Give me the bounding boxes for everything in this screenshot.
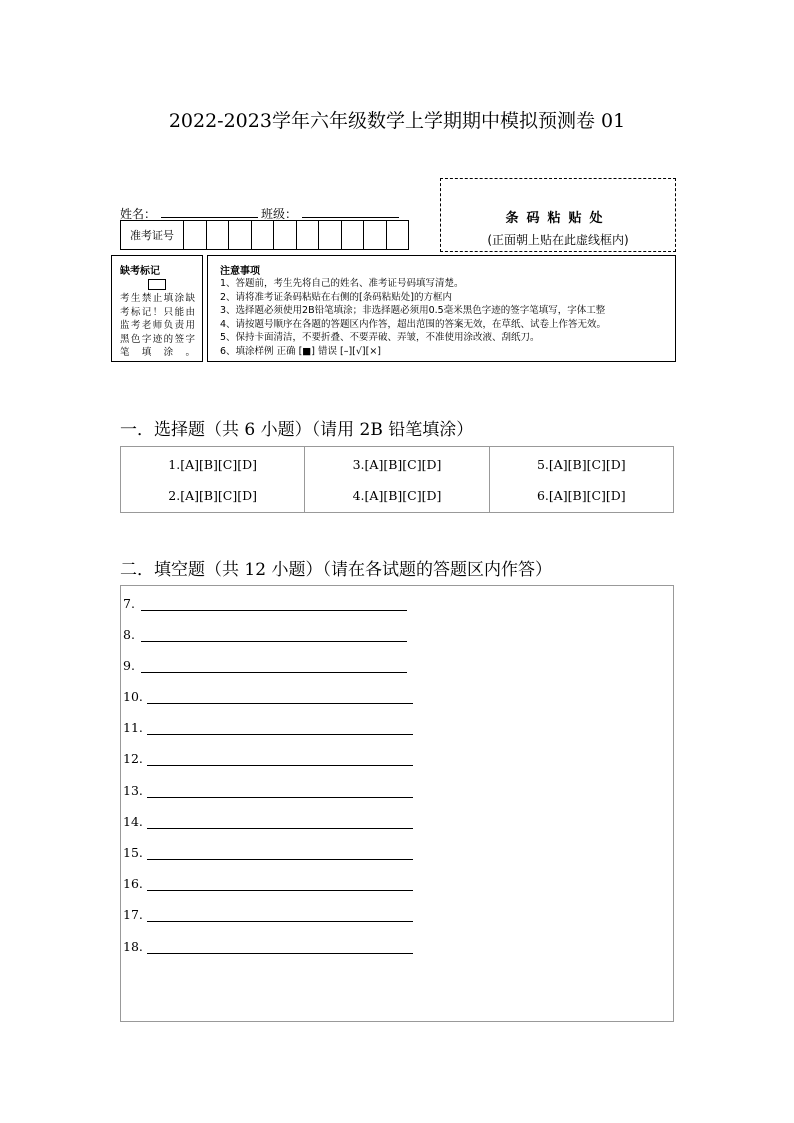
fill-row	[123, 720, 413, 735]
notice-item: 5、保持卡面清洁，不要折叠、不要弄破、弄皱，不准使用涂改液、刮纸刀。	[220, 332, 540, 343]
notice-box	[207, 255, 676, 362]
answer-line[interactable]	[147, 814, 413, 829]
ticket-digit-cell[interactable]	[274, 221, 297, 249]
question-number: 16.	[123, 876, 143, 891]
choice-question[interactable]: 4.[A][B][C][D]	[352, 487, 442, 503]
barcode-title: 条码粘贴处	[505, 211, 611, 226]
choice-question[interactable]: 2.[A][B][C][D]	[168, 487, 258, 503]
question-number: 8.	[123, 627, 135, 642]
fill-row	[123, 814, 413, 829]
missing-mark-checkbox[interactable]	[148, 279, 166, 290]
answer-line[interactable]	[147, 939, 413, 954]
name-field[interactable]	[161, 204, 258, 218]
fill-row	[123, 596, 407, 611]
ticket-digit-cell[interactable]	[342, 221, 365, 249]
barcode-note: (正面朝上贴在此虚线框内)	[487, 233, 629, 247]
question-number: 15.	[123, 845, 143, 860]
question-number: 11.	[123, 720, 143, 735]
question-number: 9.	[123, 658, 135, 673]
name-label: 姓名：	[120, 207, 157, 221]
notice-title: 注意事项	[220, 266, 260, 277]
fill-row	[123, 939, 413, 954]
question-number: 10.	[123, 689, 143, 704]
choice-column	[490, 447, 673, 512]
class-label: 班级：	[261, 207, 298, 221]
section-heading-choice: 一．选择题（共 6 小题）（请用 2B 铅笔填涂）	[120, 420, 474, 440]
answer-line[interactable]	[147, 845, 413, 860]
section-heading-fill: 二．填空题（共 12 小题）（请在各试题的答题区内作答）	[120, 560, 552, 580]
answer-line[interactable]	[147, 907, 413, 922]
ticket-digit-cell[interactable]	[229, 221, 252, 249]
choice-column	[121, 447, 305, 512]
barcode-area	[440, 178, 676, 252]
fill-answer-area	[120, 585, 674, 1022]
ticket-digit-cell[interactable]	[364, 221, 387, 249]
question-number: 13.	[123, 783, 143, 798]
fill-row	[123, 658, 407, 673]
answer-line[interactable]	[147, 876, 413, 891]
notice-item: 1、答题前，考生先将自己的姓名、准考证号码填写清楚。	[220, 278, 464, 289]
ticket-digit-cell[interactable]	[297, 221, 320, 249]
fill-row	[123, 783, 413, 798]
answer-line[interactable]	[141, 658, 407, 673]
choice-question[interactable]: 1.[A][B][C][D]	[168, 456, 258, 472]
fill-row	[123, 907, 413, 922]
question-number: 12.	[123, 751, 143, 766]
fill-row	[123, 876, 413, 891]
answer-line[interactable]	[147, 783, 413, 798]
notice-item: 6、填涂样例 正确 [■] 错误 [–][√][×]	[220, 345, 382, 357]
choice-column	[305, 447, 489, 512]
notice-item: 4、请按题号顺序在各题的答题区内作答，超出范围的答案无效，在草纸、试卷上作答无效。	[220, 318, 607, 330]
fill-row	[123, 845, 413, 860]
fill-row	[123, 627, 407, 642]
choice-question[interactable]: 3.[A][B][C][D]	[352, 456, 442, 472]
question-number: 14.	[123, 814, 143, 829]
ticket-digit-cell[interactable]	[252, 221, 275, 249]
missing-mark-title: 缺考标记	[120, 266, 160, 277]
missing-exam-mark-box	[111, 255, 203, 362]
ticket-digit-cell[interactable]	[319, 221, 342, 249]
choice-answer-table	[120, 446, 674, 513]
question-number: 18.	[123, 939, 143, 954]
page-title: 2022-2023学年六年级数学上学期期中模拟预测卷 01	[168, 110, 626, 132]
question-number: 17.	[123, 907, 143, 922]
fill-row	[123, 689, 413, 704]
answer-line[interactable]	[141, 596, 407, 611]
notice-item: 2、请将准考证条码粘贴在右侧的[条码粘贴处]的方框内	[220, 291, 452, 303]
ticket-digit-cell[interactable]	[387, 221, 409, 249]
question-number: 7.	[123, 596, 135, 611]
notice-item: 3、选择题必须使用2B铅笔填涂；非选择题必须用0.5毫米黑色字迹的签字笔填写，字体工整	[220, 305, 606, 316]
fill-row	[123, 751, 413, 766]
answer-line[interactable]	[147, 720, 413, 735]
choice-question[interactable]: 6.[A][B][C][D]	[536, 487, 626, 503]
ticket-digit-cell[interactable]	[184, 221, 207, 249]
answer-line[interactable]	[147, 751, 413, 766]
ticket-digit-cell[interactable]	[207, 221, 230, 249]
ticket-number-grid	[120, 220, 409, 250]
choice-question[interactable]: 5.[A][B][C][D]	[536, 456, 626, 472]
ticket-number-label: 准考证号	[121, 221, 184, 249]
class-field[interactable]	[302, 204, 399, 218]
answer-line[interactable]	[141, 627, 407, 642]
answer-line[interactable]	[147, 689, 413, 704]
missing-mark-text: 考生禁止填涂缺考标记！只能由监考老师负责用黑色字迹的签字笔填涂。	[120, 293, 196, 358]
